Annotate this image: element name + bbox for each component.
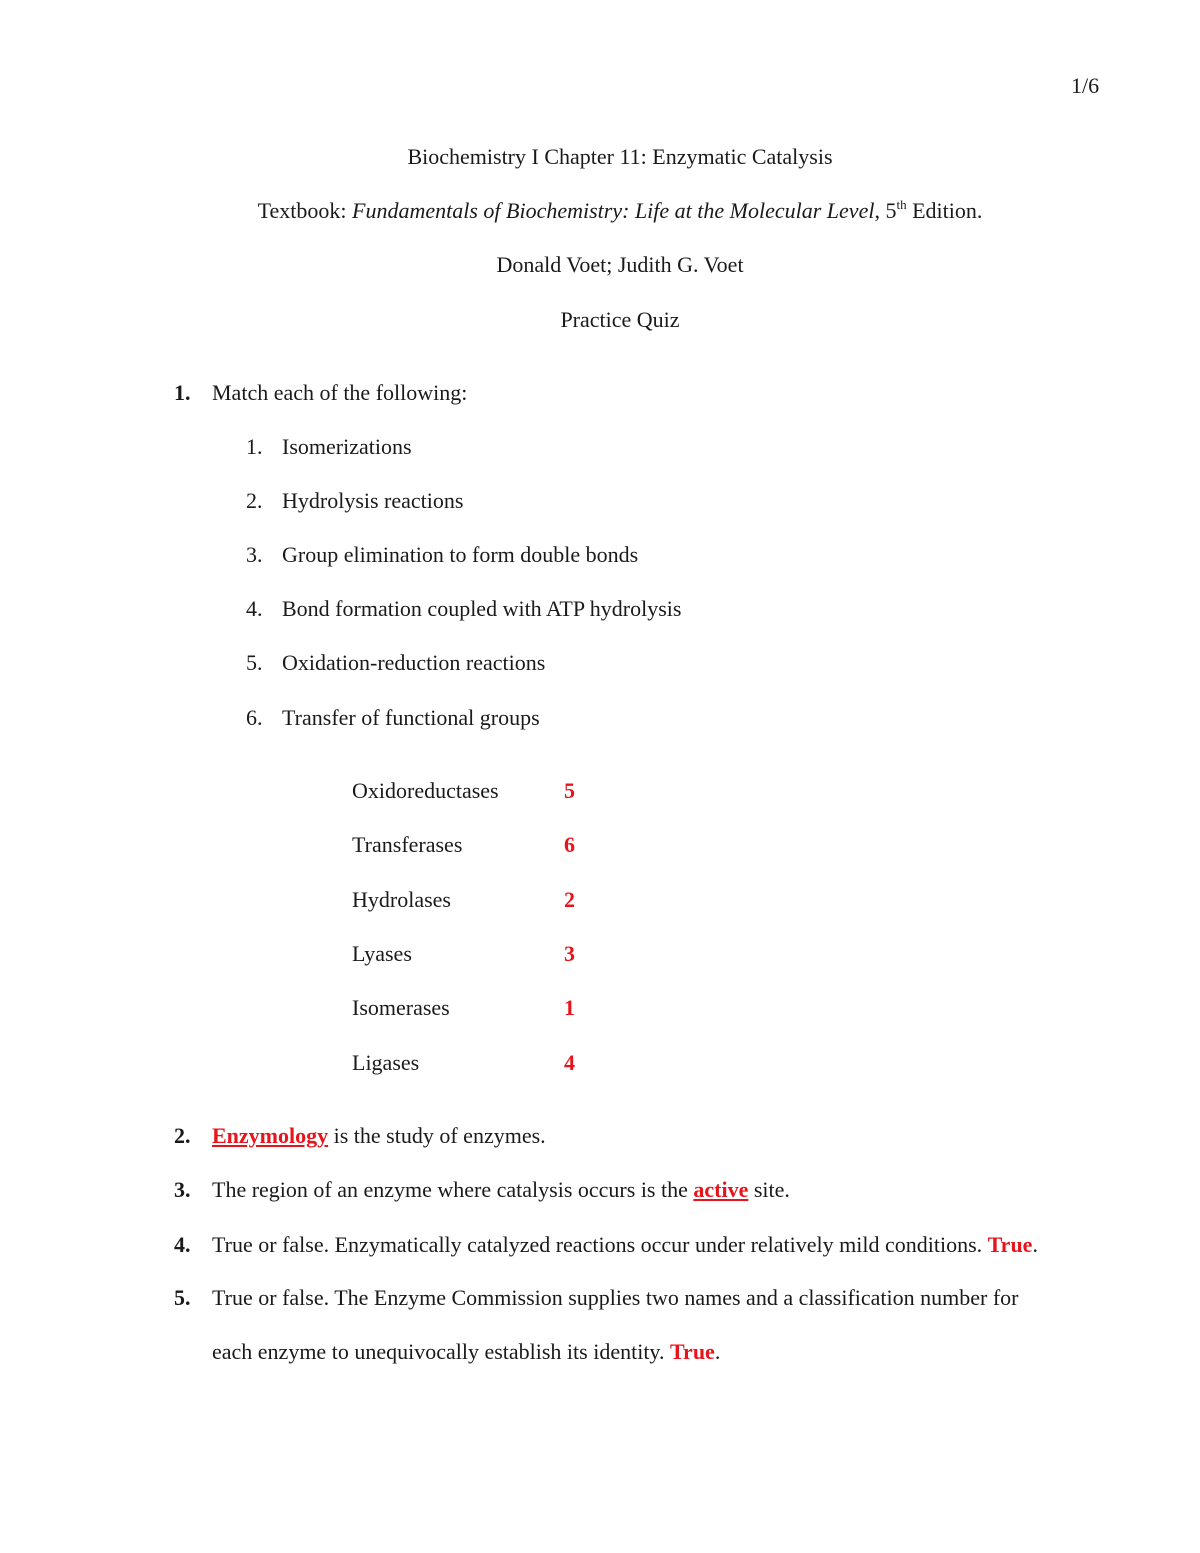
textbook-edition-pre: , 5 bbox=[874, 198, 897, 223]
q1-item-text: Hydrolysis reactions bbox=[282, 488, 464, 513]
match-enzyme: Oxidoreductases bbox=[352, 778, 499, 803]
match-answer: 5 bbox=[564, 778, 575, 803]
match-enzyme: Lyases bbox=[352, 941, 412, 966]
match-enzyme: Isomerases bbox=[352, 995, 450, 1020]
q1-item-text: Group elimination to form double bonds bbox=[282, 542, 639, 567]
q1-item-number: 5. bbox=[246, 650, 263, 675]
q1-item-number: 4. bbox=[246, 596, 263, 621]
q1-item-text: Oxidation-reduction reactions bbox=[282, 650, 546, 675]
q3-number: 3. bbox=[174, 1177, 191, 1202]
q1-item-number: 3. bbox=[246, 542, 263, 567]
q1-item-text: Bond formation coupled with ATP hydrolysis bbox=[282, 596, 682, 621]
q5-line2-text: each enzyme to unequivocally establish its identity. bbox=[212, 1339, 671, 1364]
match-enzyme: Ligases bbox=[352, 1050, 420, 1075]
match-enzyme: Hydrolases bbox=[352, 887, 451, 912]
q1-prompt: Match each of the following: bbox=[212, 380, 468, 405]
match-answer: 1 bbox=[564, 995, 575, 1020]
q3-text bbox=[212, 1179, 790, 1201]
textbook-title: Fundamentals of Biochemistry: Life at the Molecular Level bbox=[352, 198, 875, 223]
q1-item-text: Transfer of functional groups bbox=[282, 705, 540, 730]
q5-number: 5. bbox=[174, 1285, 191, 1310]
textbook-edition-sup: th bbox=[896, 197, 907, 212]
q2-answer: Enzymology bbox=[212, 1123, 329, 1148]
q1-item-number: 2. bbox=[246, 488, 263, 513]
q5-answer: True bbox=[670, 1339, 715, 1364]
match-enzyme: Transferases bbox=[352, 832, 463, 857]
match-answer: 4 bbox=[564, 1050, 575, 1075]
textbook-edition-post: Edition. bbox=[906, 198, 983, 223]
q4-answer: True bbox=[987, 1232, 1033, 1257]
page-number: 1/6 bbox=[1071, 73, 1100, 98]
authors: Donald Voet; Judith G. Voet bbox=[496, 252, 744, 277]
quiz-subtitle: Practice Quiz bbox=[560, 307, 680, 332]
q1-number: 1. bbox=[174, 380, 191, 405]
q3-post: site. bbox=[748, 1177, 790, 1202]
q2-text bbox=[212, 1125, 546, 1147]
q1-item-number: 1. bbox=[246, 434, 263, 459]
q4-number: 4. bbox=[174, 1232, 191, 1257]
q2-number: 2. bbox=[174, 1123, 191, 1148]
q4-text bbox=[212, 1234, 1038, 1256]
match-answer: 3 bbox=[564, 941, 575, 966]
q5-post: . bbox=[714, 1339, 721, 1364]
q5-line1: True or false. The Enzyme Commission supplies two names and a classification number for bbox=[212, 1285, 1019, 1310]
document-title: Biochemistry I Chapter 11: Enzymatic Catalysis bbox=[407, 144, 833, 169]
q3-answer: active bbox=[693, 1177, 749, 1202]
q4-pre: True or false. Enzymatically catalyzed reactions occur under relatively mild conditions. bbox=[212, 1232, 988, 1257]
textbook-line bbox=[0, 197, 1200, 223]
q4-post: . bbox=[1032, 1232, 1038, 1257]
q5-line2 bbox=[212, 1341, 720, 1363]
textbook-label: Textbook: bbox=[257, 198, 353, 223]
q1-item-number: 6. bbox=[246, 705, 263, 730]
match-answer: 2 bbox=[564, 887, 575, 912]
match-answer: 6 bbox=[564, 832, 575, 857]
q1-item-text: Isomerizations bbox=[282, 434, 412, 459]
q2-rest: is the study of enzymes. bbox=[328, 1123, 546, 1148]
q3-pre: The region of an enzyme where catalysis occurs is the bbox=[212, 1177, 694, 1202]
